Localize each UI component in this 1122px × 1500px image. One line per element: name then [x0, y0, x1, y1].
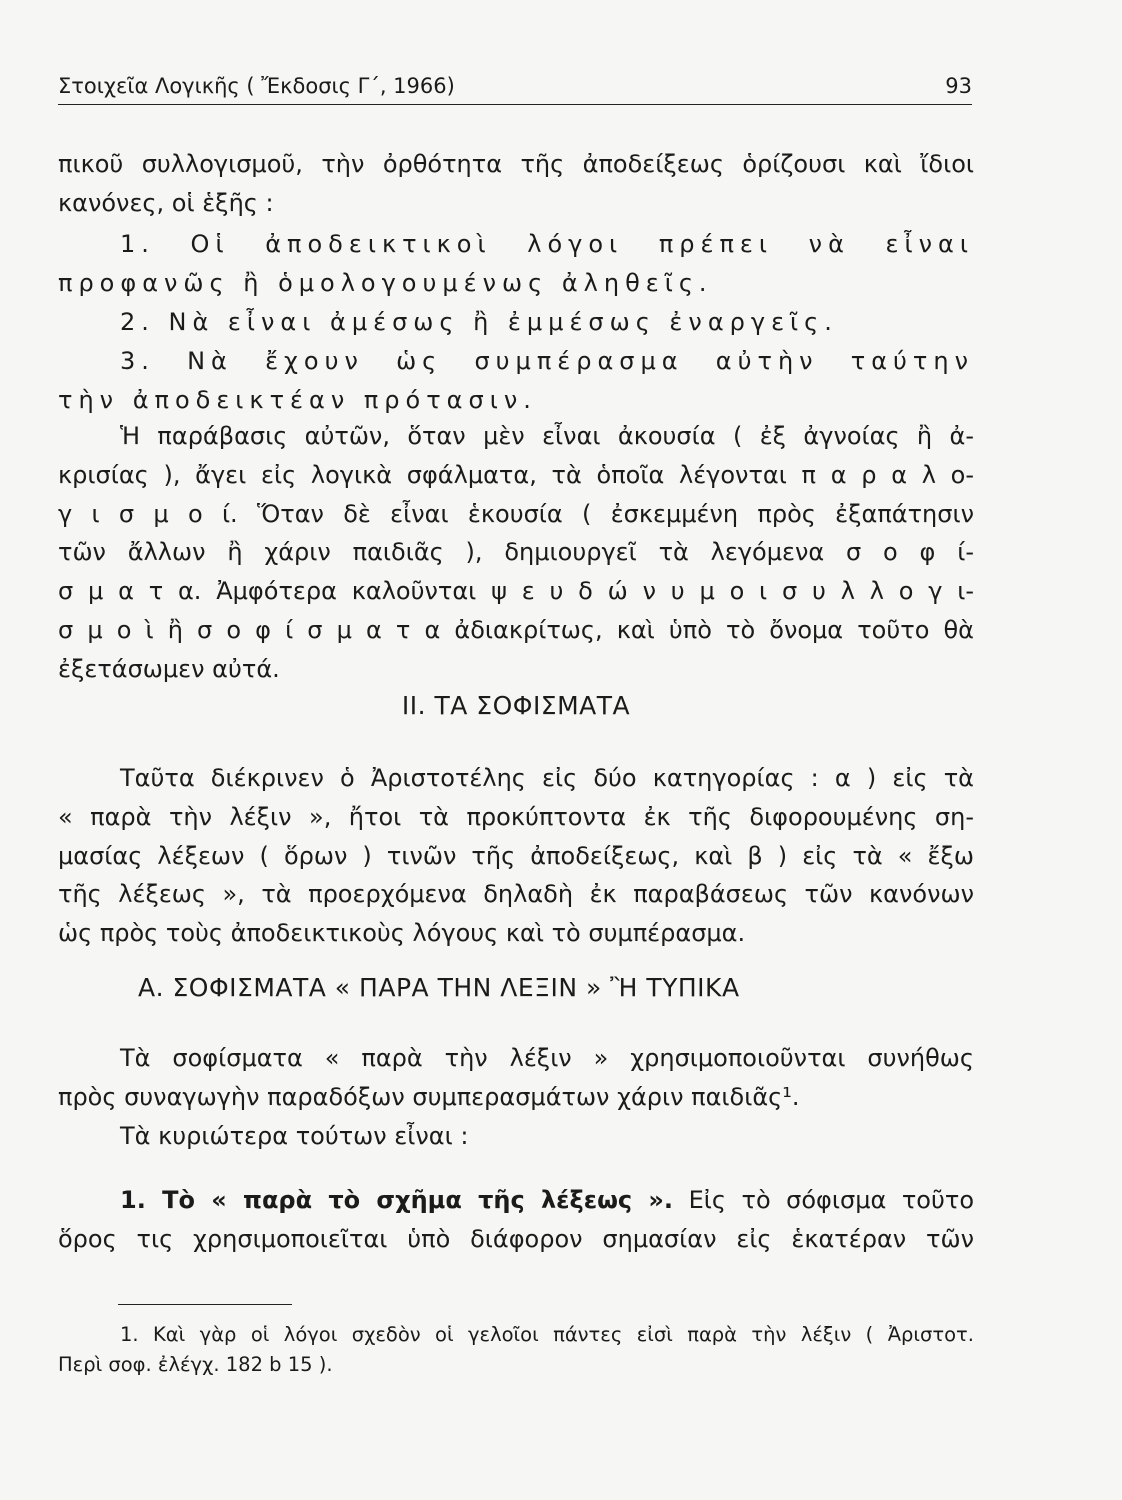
text-line: σ μ α τ α. Ἀμφότερα καλοῦνται ψ ε υ δ ώ ν υ μ ο ι σ υ λ λ ο γ ι- — [58, 577, 974, 606]
text-line: τῶν ἄλλων ἢ χάριν παιδιᾶς ), δημιουργεῖ τὰ λεγόμενα σ ο φ ί- — [58, 538, 974, 567]
intro-paragraph — [58, 145, 974, 223]
text-line: προφανῶς ἢ ὁμολογουμένως ἀληθεῖς. — [58, 268, 713, 297]
item-1-title: 1. Τὸ « παρὰ τὸ σχῆμα τῆς λέξεως ». — [120, 1186, 674, 1214]
item-1-text: Εἰς τὸ σόφισμα τοῦτο — [688, 1186, 975, 1214]
text-line: γ ι σ μ ο ί. Ὅταν δὲ εἶναι ἑκουσία ( ἐσκεμμένη πρὸς ἐξαπάτησιν — [58, 499, 974, 528]
text-line: πικοῦ συλλογισμοῦ, τὴν ὀρθότητα τῆς ἀποδείξεως ὁρίζουσι καὶ ἴδιοι — [58, 150, 974, 178]
rule-1 — [58, 225, 974, 303]
text-line: ὅρος τις χρησιμοποιεῖται ὑπὸ διάφορον σημασίαν εἰς ἑκατέραν τῶν — [58, 1224, 974, 1253]
text-line: σ μ ο ὶ ἢ σ ο φ ί σ μ α τ α ἀδιακρίτως, καὶ ὑπὸ τὸ ὄνομα τοῦτο θὰ — [58, 615, 974, 644]
rule-2 — [58, 303, 974, 342]
header-title: Στοιχεῖα Λογικῆς ( Ἔκδοσις Γ΄, 1966) — [58, 74, 455, 98]
section-heading: ΙΙ. ΤΑ ΣΟΦΙΣΜΑΤΑ — [401, 691, 631, 720]
text-line: Τὰ σοφίσματα « παρὰ τὴν λέξιν » χρησιμοποιοῦνται συνήθως — [120, 1044, 974, 1072]
text-line: « παρὰ τὴν λέξιν », ἤτοι τὰ προκύπτοντα ἐκ τῆς διφορουμένης ση- — [58, 802, 974, 831]
violation-paragraph — [58, 417, 974, 689]
text-line: 3. Νὰ ἔχουν ὡς συμπέρασμα αὐτὴν ταύτην — [120, 347, 974, 375]
text-line: τὴν ἀποδεικτέαν πρότασιν. — [58, 385, 537, 414]
aristotle-paragraph — [58, 759, 974, 953]
footnote-rule — [118, 1304, 292, 1305]
text-line: μασίας λέξεων ( ὅρων ) τινῶν τῆς ἀποδείξεως, καὶ β ) εἰς τὰ « ἔξω — [58, 841, 974, 870]
sophisms-paragraph — [58, 1039, 974, 1155]
footnote — [58, 1320, 974, 1380]
text-line — [58, 1181, 974, 1220]
running-header — [58, 74, 972, 105]
text-line: Ἡ παράβασις αὐτῶν, ὅταν μὲν εἶναι ἀκουσία ( ἐξ ἀγνοίας ἢ ἀ- — [120, 422, 974, 450]
subsection-heading: Α. ΣΟΦΙΣΜΑΤΑ « ΠΑΡΑ ΤΗΝ ΛΕΞΙΝ » Ἢ ΤΥΠΙΚΑ — [138, 973, 740, 1002]
text-line: Τὰ κυριώτερα τούτων εἶναι : — [120, 1121, 469, 1150]
text-line: Ταῦτα διέκρινεν ὁ Ἀριστοτέλης εἰς δύο κατηγορίας : α ) εἰς τὰ — [120, 764, 974, 792]
text-line: ἐξετάσωμεν αὐτά. — [58, 654, 280, 683]
page-number: 93 — [945, 74, 972, 98]
text-line: πρὸς συναγωγὴν παραδόξων συμπερασμάτων χάριν παιδιᾶς¹. — [58, 1082, 800, 1111]
text-line: ὡς πρὸς τοὺς ἀποδεικτικοὺς λόγους καὶ τὸ συμπέρασμα. — [58, 919, 746, 948]
text-line: 1. Οἱ ἀποδεικτικοὶ λόγοι πρέπει νὰ εἶναι — [120, 230, 974, 258]
footnote-line: Περὶ σοφ. ἐλέγχ. 182 b 15 ). — [58, 1353, 333, 1376]
footnote-line: 1. Καὶ γὰρ οἱ λόγοι σχεδὸν οἱ γελοῖοι πάντες εἰσὶ παρὰ τὴν λέξιν ( Ἀριστοτ. — [120, 1323, 974, 1346]
item-1 — [58, 1181, 974, 1259]
text-line: κανόνες, οἱ ἑξῆς : — [58, 188, 274, 217]
text-line: τῆς λέξεως », τὰ προερχόμενα δηλαδὴ ἐκ παραβάσεως τῶν κανόνων — [58, 880, 974, 909]
rule-3 — [58, 342, 974, 420]
text-line: 2. Νὰ εἶναι ἀμέσως ἢ ἐμμέσως ἐναργεῖς. — [120, 308, 838, 336]
text-line: κρισίας ), ἄγει εἰς λογικὰ σφάλματα, τὰ ὁποῖα λέγονται π α ρ α λ ο- — [58, 460, 974, 489]
